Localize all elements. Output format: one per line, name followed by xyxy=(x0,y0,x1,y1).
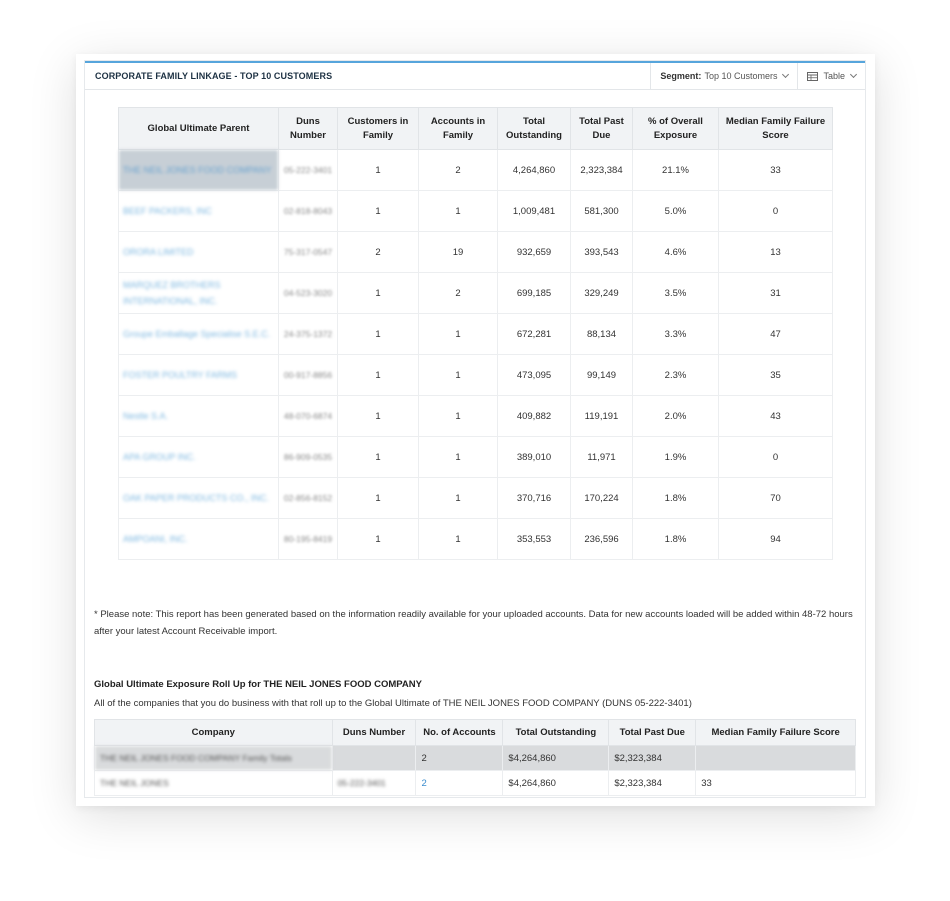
pastdue-cell: 99,149 xyxy=(571,355,633,396)
exposure-cell: 1.8% xyxy=(633,519,719,560)
table-row xyxy=(119,191,833,232)
linkage-panel xyxy=(84,60,866,798)
customers-cell: 1 xyxy=(338,273,419,314)
duns-cell: 02-856-8152 xyxy=(279,478,338,519)
customers-cell: 2 xyxy=(338,232,419,273)
failure-cell: 47 xyxy=(719,314,833,355)
duns-cell: 24-375-1372 xyxy=(279,314,338,355)
customers-cell: 1 xyxy=(338,478,419,519)
customers-cell: 1 xyxy=(338,396,419,437)
parent-name-link[interactable]: ORORA LIMITED xyxy=(119,232,279,273)
outstanding-cell: 473,095 xyxy=(498,355,571,396)
failure-cell: 33 xyxy=(719,150,833,191)
col-header-parent[interactable]: Global Ultimate Parent xyxy=(119,108,279,150)
parent-name-link[interactable]: BEEF PACKERS, INC xyxy=(119,191,279,232)
chevron-down-icon xyxy=(782,71,789,78)
report-card xyxy=(76,54,875,806)
failure-cell: 0 xyxy=(719,191,833,232)
customers-cell: 1 xyxy=(338,437,419,478)
parent-name-link[interactable]: OAK PAPER PRODUCTS CO., INC. xyxy=(119,478,279,519)
table-row xyxy=(119,437,833,478)
segment-dropdown[interactable] xyxy=(650,63,797,89)
panel-header xyxy=(85,63,865,90)
failure-cell: 43 xyxy=(719,396,833,437)
top-customers-table xyxy=(118,107,833,560)
parent-name-link[interactable]: Groupe Emballage Specialise S.E.C. xyxy=(119,314,279,355)
table-row xyxy=(119,150,833,191)
outstanding-cell: $4,264,860 xyxy=(503,746,609,771)
outstanding-cell: 672,281 xyxy=(498,314,571,355)
table-row xyxy=(119,478,833,519)
col-header-customers[interactable]: Customers in Family xyxy=(338,108,419,150)
exposure-cell: 21.1% xyxy=(633,150,719,191)
exposure-cell: 5.0% xyxy=(633,191,719,232)
table-row xyxy=(119,232,833,273)
table-row xyxy=(119,314,833,355)
chevron-down-icon xyxy=(850,71,857,78)
report-note: * Please note: This report has been generated based on the information readily available for your uploaded accounts. Data for new accounts loaded will be added within 48-72 hours after your latest Account Receivable import. xyxy=(94,609,853,637)
table-row xyxy=(119,273,833,314)
outstanding-cell: 1,009,481 xyxy=(498,191,571,232)
outstanding-cell: $4,264,860 xyxy=(503,771,609,796)
table-row xyxy=(119,355,833,396)
table-row xyxy=(95,771,856,796)
col-header-outstanding: Total Outstanding xyxy=(503,720,609,746)
rollup-subtitle: All of the companies that you do business with that roll up to the Global Ultimate of THE NEIL JONES FOOD COMPANY (DUNS 05-222-3401) xyxy=(94,698,692,709)
failure-cell: 0 xyxy=(719,437,833,478)
pastdue-cell: 170,224 xyxy=(571,478,633,519)
exposure-cell: 3.5% xyxy=(633,273,719,314)
outstanding-cell: 353,553 xyxy=(498,519,571,560)
customers-cell: 1 xyxy=(338,519,419,560)
duns-cell: 75-317-0547 xyxy=(279,232,338,273)
rollup-header-row xyxy=(95,720,856,746)
table-icon xyxy=(807,72,818,81)
table-row xyxy=(119,519,833,560)
outstanding-cell: 699,185 xyxy=(498,273,571,314)
outstanding-cell: 4,264,860 xyxy=(498,150,571,191)
duns-cell: 00-917-8856 xyxy=(279,355,338,396)
col-header-failure: Median Family Failure Score xyxy=(696,720,856,746)
accounts-cell: 1 xyxy=(419,191,498,232)
failure-cell: 94 xyxy=(719,519,833,560)
accounts-cell: 2 xyxy=(416,746,503,771)
outstanding-cell: 409,882 xyxy=(498,396,571,437)
pastdue-cell: 11,971 xyxy=(571,437,633,478)
table-header-row xyxy=(119,108,833,150)
exposure-cell: 2.3% xyxy=(633,355,719,396)
failure-cell: 70 xyxy=(719,478,833,519)
accounts-cell: 2 xyxy=(419,150,498,191)
pastdue-cell: $2,323,384 xyxy=(609,746,696,771)
outstanding-cell: 370,716 xyxy=(498,478,571,519)
exposure-cell: 1.8% xyxy=(633,478,719,519)
failure-cell: 13 xyxy=(719,232,833,273)
company-cell: THE NEIL JONES xyxy=(95,771,333,796)
failure-cell: 33 xyxy=(696,771,856,796)
parent-name-link[interactable]: APA GROUP INC. xyxy=(119,437,279,478)
duns-cell: 05-222-3401 xyxy=(279,150,338,191)
duns-cell xyxy=(332,746,416,771)
view-dropdown[interactable] xyxy=(797,63,865,89)
exposure-cell: 3.3% xyxy=(633,314,719,355)
outstanding-cell: 932,659 xyxy=(498,232,571,273)
accounts-link[interactable]: 2 xyxy=(416,771,503,796)
rollup-table xyxy=(94,719,856,796)
accounts-cell: 1 xyxy=(419,314,498,355)
col-header-duns: Duns Number xyxy=(332,720,416,746)
pastdue-cell: 393,543 xyxy=(571,232,633,273)
col-header-company: Company xyxy=(95,720,333,746)
customers-cell: 1 xyxy=(338,355,419,396)
pastdue-cell: 236,596 xyxy=(571,519,633,560)
pastdue-cell: 329,249 xyxy=(571,273,633,314)
view-value: Table xyxy=(823,71,845,81)
exposure-cell: 1.9% xyxy=(633,437,719,478)
col-header-failure[interactable]: Median Family Failure Score xyxy=(719,108,833,150)
duns-cell: 86-909-0535 xyxy=(279,437,338,478)
accounts-cell: 1 xyxy=(419,437,498,478)
col-header-exposure[interactable]: % of Overall Exposure xyxy=(633,108,719,150)
col-header-pastdue: Total Past Due xyxy=(609,720,696,746)
segment-label: Segment: xyxy=(660,71,702,81)
rollup-totals-row xyxy=(95,746,856,771)
accounts-cell: 1 xyxy=(419,519,498,560)
parent-name-link[interactable]: AMPOANI, INC. xyxy=(119,519,279,560)
customers-cell: 1 xyxy=(338,314,419,355)
exposure-cell: 2.0% xyxy=(633,396,719,437)
pastdue-cell: 119,191 xyxy=(571,396,633,437)
col-header-pastdue[interactable]: Total Past Due xyxy=(571,108,633,150)
duns-cell: 05-222-3401 xyxy=(332,771,416,796)
pastdue-cell: 2,323,384 xyxy=(571,150,633,191)
col-header-accounts[interactable]: Accounts in Family xyxy=(419,108,498,150)
pastdue-cell: 88,134 xyxy=(571,314,633,355)
parent-name-link[interactable]: THE NEIL JONES FOOD COMPANY xyxy=(119,150,279,191)
accounts-cell: 1 xyxy=(419,396,498,437)
segment-value: Top 10 Customers xyxy=(704,71,778,81)
header-controls xyxy=(650,63,865,89)
duns-cell: 04-523-3020 xyxy=(279,273,338,314)
accounts-cell: 1 xyxy=(419,478,498,519)
failure-cell: 35 xyxy=(719,355,833,396)
customers-cell: 1 xyxy=(338,191,419,232)
company-cell: THE NEIL JONES FOOD COMPANY Family Totals xyxy=(95,746,333,771)
failure-cell: 31 xyxy=(719,273,833,314)
duns-cell: 48-070-6874 xyxy=(279,396,338,437)
table-row xyxy=(119,396,833,437)
failure-cell xyxy=(696,746,856,771)
col-header-duns[interactable]: Duns Number xyxy=(279,108,338,150)
pastdue-cell: $2,323,384 xyxy=(609,771,696,796)
exposure-cell: 4.6% xyxy=(633,232,719,273)
col-header-outstanding[interactable]: Total Outstanding xyxy=(498,108,571,150)
pastdue-cell: 581,300 xyxy=(571,191,633,232)
customers-cell: 1 xyxy=(338,150,419,191)
parent-name-link[interactable]: MARQUEZ BROTHERS INTERNATIONAL, INC. xyxy=(119,273,279,314)
col-header-accounts: No. of Accounts xyxy=(416,720,503,746)
accounts-cell: 1 xyxy=(419,355,498,396)
panel-title: CORPORATE FAMILY LINKAGE - TOP 10 CUSTOMERS xyxy=(95,71,333,81)
accounts-cell: 2 xyxy=(419,273,498,314)
parent-name-link[interactable]: Nestle S.A. xyxy=(119,396,279,437)
outstanding-cell: 389,010 xyxy=(498,437,571,478)
rollup-title: Global Ultimate Exposure Roll Up for THE NEIL JONES FOOD COMPANY xyxy=(94,679,422,690)
parent-name-link[interactable]: FOSTER POULTRY FARMS xyxy=(119,355,279,396)
accounts-cell: 19 xyxy=(419,232,498,273)
duns-cell: 02-818-8043 xyxy=(279,191,338,232)
duns-cell: 80-195-8419 xyxy=(279,519,338,560)
